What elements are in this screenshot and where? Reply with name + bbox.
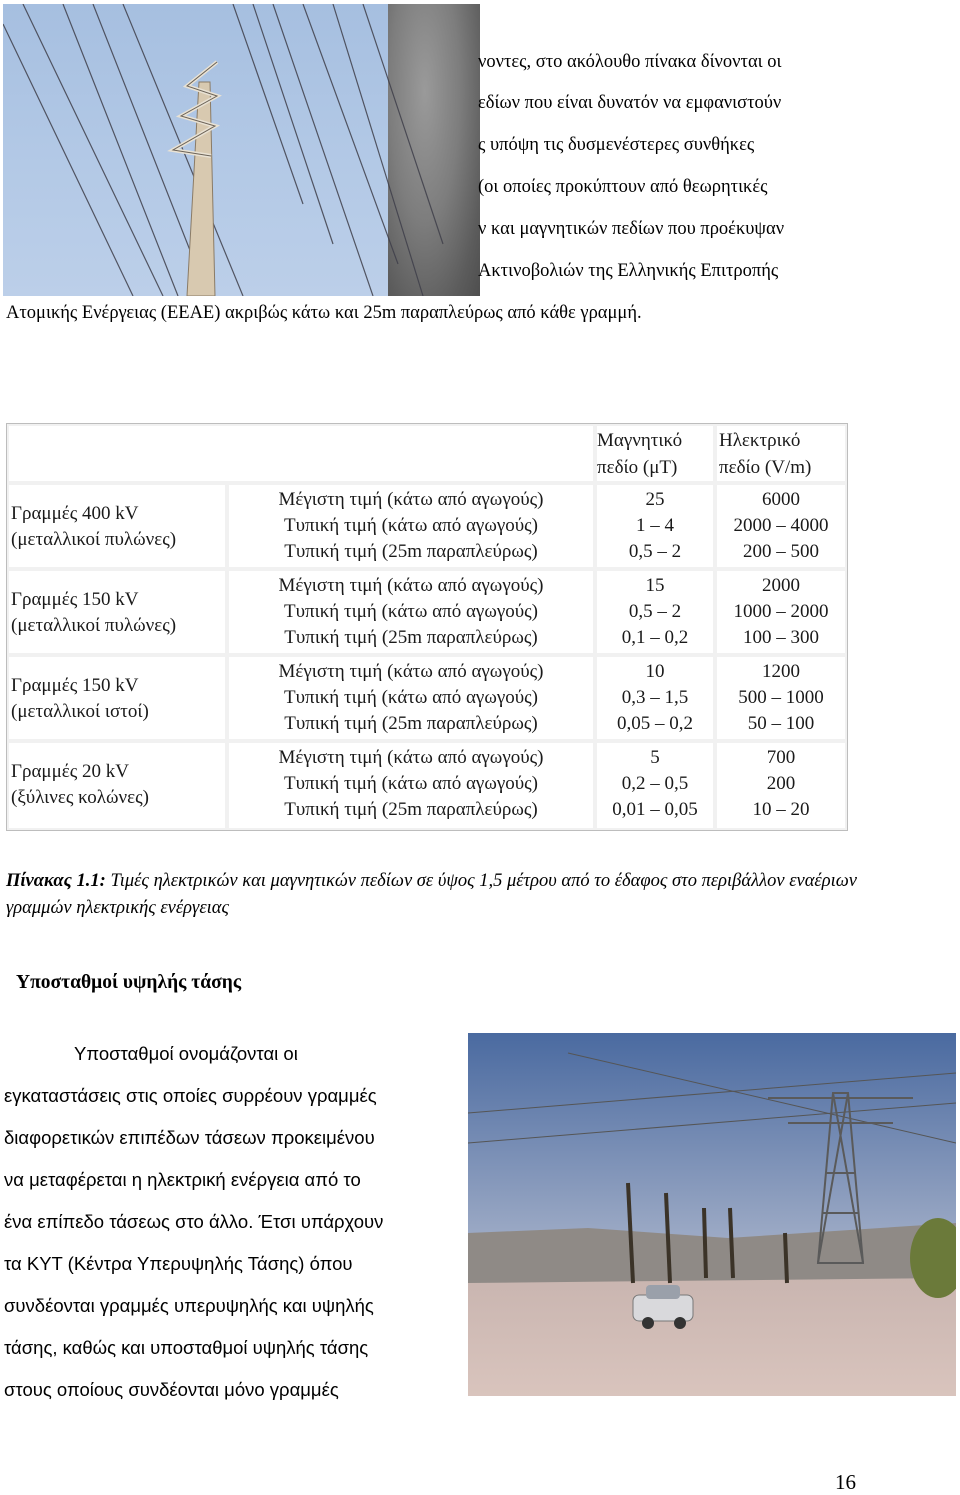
table-row-group-4-type: Γραμμές 20 kV (ξύλινες κολώνες) [9, 743, 225, 828]
table-row-group-4-magnetic: 5 0,2 – 0,5 0,01 – 0,05 [597, 743, 713, 828]
page-number: 16 [835, 1470, 856, 1494]
body-line-6: τα ΚΥΤ (Κέντρα Υπερυψηλής Τάσης) όπου [4, 1253, 353, 1274]
table-row-group-2-labels: Μέγιστη τιμή (κάτω από αγωγούς) Τυπική τιμή (κάτω από αγωγούς) Τυπική τιμή (25m παραπλεύρως) [229, 571, 593, 653]
table-row-group-1-magnetic: 25 1 – 4 0,5 – 2 [597, 485, 713, 567]
table-row-group-3-magnetic: 10 0,3 – 1,5 0,05 – 0,2 [597, 657, 713, 739]
table-row-group-2-magnetic: 15 0,5 – 2 0,1 – 0,2 [597, 571, 713, 653]
body-line-3: διαφορετικών επιπέδων τάσεων προκειμένου [4, 1127, 375, 1148]
intro-line-7: Ατομικής Ενέργειας (ΕΕΑΕ) ακριβώς κάτω και 25m παραπλεύρως από κάθε γραμμή. [6, 303, 642, 323]
intro-line-5: ν και μαγνητικών πεδίων που προέκυψαν [478, 219, 785, 239]
body-line-2: εγκαταστάσεις στις οποίες συρρέουν γραμμές [4, 1085, 377, 1106]
body-line-9: στους οποίους συνδέονται μόνο γραμμές [4, 1379, 339, 1400]
intro-line-3: ς υπόψη τις δυσμενέστερες συνθήκες [478, 135, 755, 155]
table-row-group-2-type: Γραμμές 150 kV (μεταλλικοί πυλώνες) [9, 571, 225, 653]
table-row-group-3-electric: 1200 500 – 1000 50 – 100 [717, 657, 845, 739]
section-heading: Υποσταθμοί υψηλής τάσης [16, 972, 242, 993]
body-line-5: ένα επίπεδο τάσεως στο άλλο. Έτσι υπάρχουν [4, 1211, 384, 1232]
table-row-group-2-electric: 2000 1000 – 2000 100 – 300 [717, 571, 845, 653]
intro-line-6: Ακτινοβολιών της Ελληνικής Επιτροπής [478, 261, 779, 281]
body-line-7: συνδέονται γραμμές υπερυψηλής και υψηλής [4, 1295, 374, 1316]
table-header-magnetic: Μαγνητικό πεδίο (μΤ) [597, 426, 713, 481]
intro-line-4: (οι οποίες προκύπτουν από θεωρητικές [478, 177, 768, 197]
power-pole-photo [3, 4, 480, 296]
caption-label: Πίνακας 1.1: [6, 871, 106, 891]
table-header-electric: Ηλεκτρικό πεδίο (V/m) [717, 426, 845, 481]
table-row-group-3-labels: Μέγιστη τιμή (κάτω από αγωγούς) Τυπική τιμή (κάτω από αγωγούς) Τυπική τιμή (25m παραπλεύρως) [229, 657, 593, 739]
substation-drawing [468, 1033, 956, 1396]
substation-photo [468, 1033, 956, 1396]
body-line-4: να μεταφέρεται η ηλεκτρική ενέργεια από το [4, 1169, 361, 1190]
table-row-group-1-labels: Μέγιστη τιμή (κάτω από αγωγούς) Τυπική τιμή (κάτω από αγωγούς) Τυπική τιμή (25m παραπλεύρως) [229, 485, 593, 567]
table-header-empty [9, 426, 593, 481]
table-caption [6, 868, 896, 922]
table-row-group-4-labels: Μέγιστη τιμή (κάτω από αγωγούς) Τυπική τιμή (κάτω από αγωγούς) Τυπική τιμή (25m παραπλεύρως) [229, 743, 593, 828]
pole-drawing [3, 4, 480, 296]
table-row-group-4-electric: 700 200 10 – 20 [717, 743, 845, 828]
table-row-group-1-electric: 6000 2000 – 4000 200 – 500 [717, 485, 845, 567]
body-line-1: Υποσταθμοί ονομάζονται οι [74, 1043, 298, 1064]
intro-line-2: εδίων που είναι δυνατόν να εμφανιστούν [478, 93, 782, 113]
table-row-group-1-type: Γραμμές 400 kV (μεταλλικοί πυλώνες) [9, 485, 225, 567]
intro-line-1: νοντες, στο ακόλουθο πίνακα δίνονται οι [478, 52, 782, 72]
field-values-table [6, 423, 848, 831]
table-row-group-3-type: Γραμμές 150 kV (μεταλλικοί ιστοί) [9, 657, 225, 739]
body-line-8: τάσης, καθώς και υποσταθμοί υψηλής τάσης [4, 1337, 369, 1358]
caption-text: Τιμές ηλεκτρικών και μαγνητικών πεδίων σε ύψος 1,5 μέτρου από το έδαφος στο περιβάλλον εναέριων γραμμών ηλεκτρικής ενέργειας [6, 871, 857, 918]
